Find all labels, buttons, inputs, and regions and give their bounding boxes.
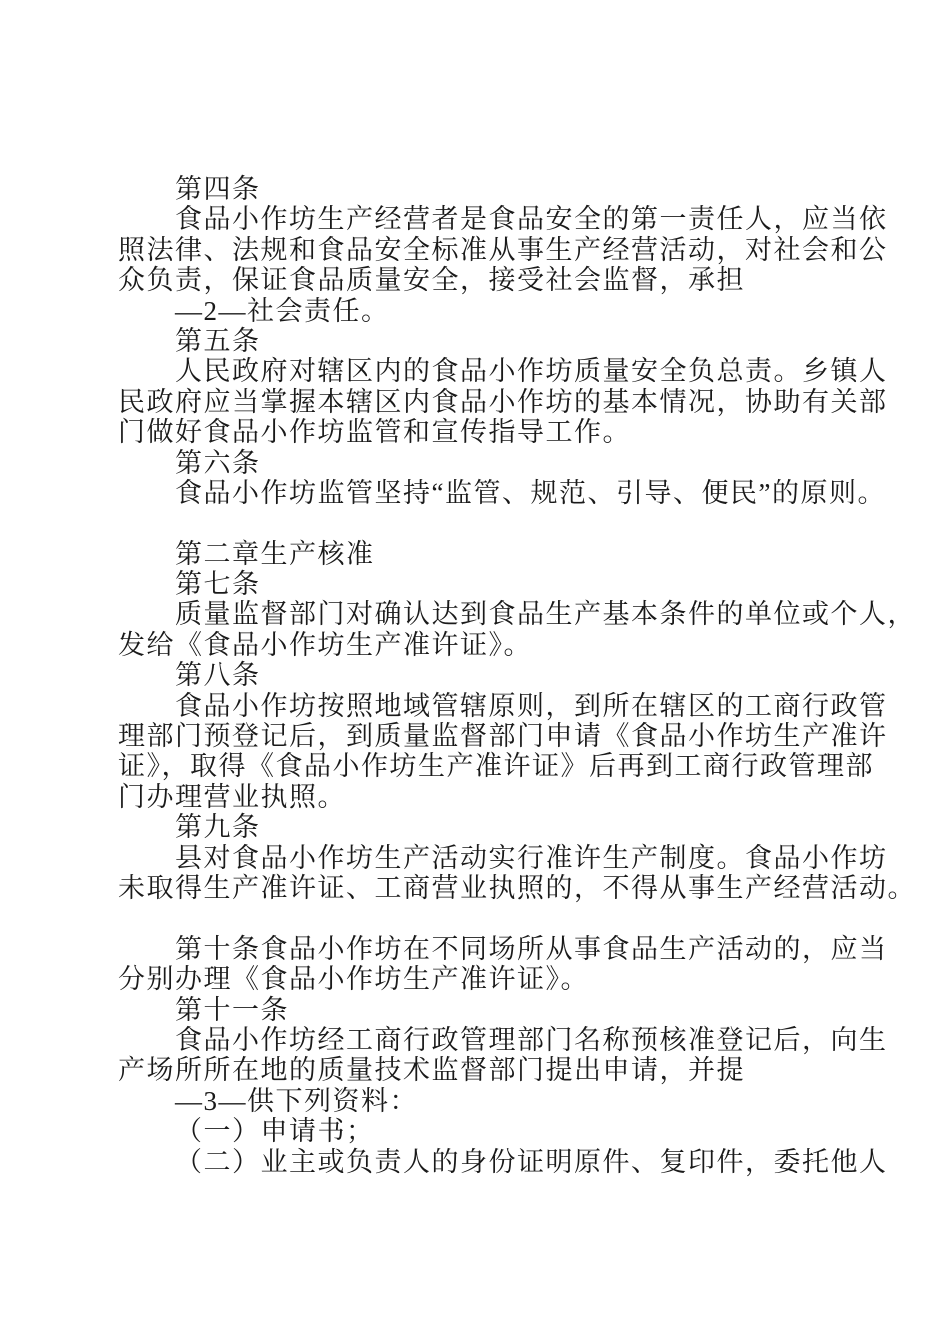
text-line: 未取得生产准许证、工商营业执照的，不得从事生产经营活动。 xyxy=(118,872,916,903)
text-line: 照法律、法规和食品安全标准从事生产经营活动，对社会和公 xyxy=(118,234,888,265)
text-line: 第二章生产核准 xyxy=(175,538,375,569)
text-line: 县对食品小作坊生产活动实行准许生产制度。食品小作坊 xyxy=(175,842,888,873)
text-line: 第七条 xyxy=(175,569,261,600)
blank-line xyxy=(118,508,918,538)
text-line: —3—供下列资料： xyxy=(175,1085,418,1116)
text-line: 食品小作坊经工商行政管理部门名称预核准登记后，向生 xyxy=(175,1024,888,1055)
text-line: 众负责，保证食品质量安全，接受社会监督，承担 xyxy=(118,265,745,296)
blank-line xyxy=(118,903,918,933)
text-line: 民政府应当掌握本辖区内食品小作坊的基本情况，协助有关部 xyxy=(118,386,888,417)
text-line: 第十条食品小作坊在不同场所从事食品生产活动的，应当 xyxy=(175,933,888,964)
text-line: 食品小作坊监管坚持“监管、规范、引导、便民”的原则。 xyxy=(175,477,886,508)
text-line: （二）业主或负责人的身份证明原件、复印件，委托他人 xyxy=(175,1146,888,1177)
text-line: 第六条 xyxy=(175,447,261,478)
text-line: 第五条 xyxy=(175,325,261,356)
text-line: 人民政府对辖区内的食品小作坊质量安全负总责。乡镇人 xyxy=(175,356,888,387)
text-line: 产场所所在地的质量技术监督部门提出申请，并提 xyxy=(118,1055,745,1086)
text-line: 门做好食品小作坊监管和宣传指导工作。 xyxy=(118,417,631,448)
text-line: 门办理营业执照。 xyxy=(118,781,346,812)
text-line: 第四条 xyxy=(175,174,261,204)
text-line: 第九条 xyxy=(175,812,261,843)
document-text-block xyxy=(118,174,918,1177)
text-line: 理部门预登记后，到质量监督部门申请《食品小作坊生产准许 xyxy=(118,721,888,752)
text-line: 第十一条 xyxy=(175,994,289,1025)
text-line: 食品小作坊按照地域管辖原则，到所在辖区的工商行政管 xyxy=(175,690,888,721)
text-line: 分别办理《食品小作坊生产准许证》。 xyxy=(118,964,589,995)
text-line: 质量监督部门对确认达到食品生产基本条件的单位或个人， xyxy=(175,599,916,630)
text-line: 食品小作坊生产经营者是食品安全的第一责任人，应当依 xyxy=(175,204,888,235)
text-line: 第八条 xyxy=(175,660,261,691)
text-line: （一）申请书； xyxy=(175,1116,375,1147)
text-line: 发给《食品小作坊生产准许证》。 xyxy=(118,629,532,660)
text-line: 证》，取得《食品小作坊生产准许证》后再到工商行政管理部 xyxy=(118,751,874,782)
text-line: —2—社会责任。 xyxy=(175,295,390,326)
